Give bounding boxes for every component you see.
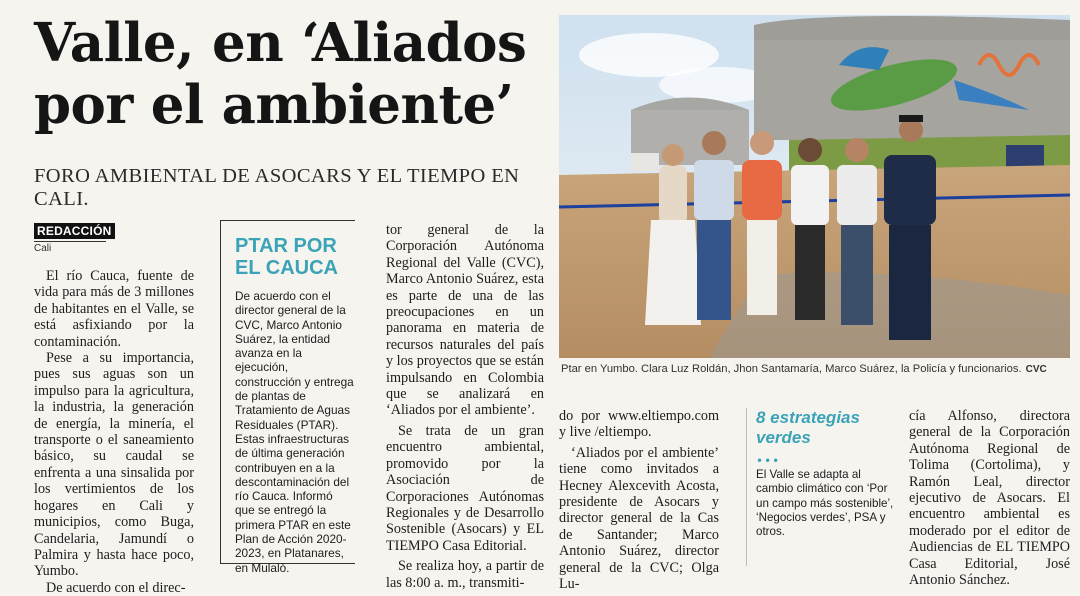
byline bbox=[34, 220, 115, 254]
article-column-5 bbox=[909, 408, 1070, 588]
strategies-text: El Valle se adapta al cambio climático con ‘Por un campo más sostenible’, ‘Negocios verdes’, PSA y otros. bbox=[756, 468, 894, 539]
sidebar-body: De acuerdo con el director general de la CVC, Marco Antonio Suárez, la entidad avanza en la ejecución, construcción y entrega de plantas de Tratamiento de Aguas Residuales (PTAR). Estas infraestructuras de última generación contribuyen en a la descontaminación del río Cauca. Informó que se entregó la primera PTAR en este Plan de Acción 2020-2023, en Platanares, en Mulaló. bbox=[235, 289, 354, 575]
article-subhead: FORO AMBIENTAL DE ASOCARS Y EL TIEMPO EN CALI. bbox=[34, 165, 520, 210]
event-photo bbox=[559, 15, 1070, 358]
strategies-title: 8 estrategias verdes bbox=[756, 408, 860, 447]
paragraph: do por www.eltiempo.com y live /eltiempo. bbox=[559, 408, 719, 441]
photo-caption bbox=[561, 363, 1071, 375]
paragraph: El río Cauca, fuente de vida para más de 3 millones de habitantes en el Valle, se está asfixiando por la contaminación. bbox=[34, 268, 194, 350]
paragraph: Se realiza hoy, a partir de las 8:00 a. m., transmiti- bbox=[386, 558, 544, 591]
ribbon-cutting-image bbox=[559, 15, 1070, 358]
byline-author: REDACCIÓN bbox=[34, 223, 115, 239]
strategies-box bbox=[756, 408, 896, 539]
sidebar-title: PTAR POR EL CAUCA bbox=[235, 235, 338, 279]
byline-city: Cali bbox=[34, 241, 106, 254]
paragraph: tor general de la Corporación Autónoma Regional del Valle (CVC), Marco Antonio Suárez, esta es parte de una de las preocupaciones en un panorama en materia de recursos naturales del país y los proyectos que se están impulsando en Colombia que se analizará en ‘Aliados por el ambiente’. bbox=[386, 222, 544, 419]
photo-credit: CVC bbox=[1025, 364, 1047, 375]
article-column-1 bbox=[34, 268, 194, 596]
paragraph: Se trata de un gran encuentro ambiental, promovido por la Asociación de Corporaciones Autónomas Regionales y de Desarrollo Sostenible (Asocars) y EL TIEMPO Casa Editorial. bbox=[386, 422, 544, 554]
caption-text: Ptar en Yumbo. Clara Luz Roldán, Jhon Santamaría, Marco Suárez, la Policía y funcionarios. bbox=[561, 363, 1022, 375]
paragraph: cía Alfonso, directora general de la Corporación Autónoma Regional de Tolima (Cortolima), y Ramón Leal, director ejecutivo de Asocars. El encuentro ambiental es moderado por el editor de Audiencias de EL TIEMPO Casa Editorial, José Antonio Sánchez. bbox=[909, 408, 1070, 589]
paragraph: De acuerdo con el direc- bbox=[46, 579, 186, 596]
article-column-3 bbox=[386, 222, 544, 591]
article-headline: Valle, en ‘Aliados por el ambiente’ bbox=[34, 12, 527, 136]
article-column-4 bbox=[559, 408, 719, 592]
paragraph: ‘Aliados por el ambiente’ tiene como invitados a Hecney Alexcevith Acosta, presidente de Asocars y director general de la Cas de Santander; Marco Antonio Suárez, director general de la CVC; Olga Lu- bbox=[559, 444, 719, 593]
paragraph: Pese a su importancia, pues sus aguas son un impulso para la agricultura, la industria, la generación de energía, la minería, el transporte o el saneamiento básico, su caudal se enfrenta a una sinsalida por los vertimientos de los hogares en Cali y municipios, como Buga, Candelaria, Jamundí o Palmira y hasta hace poco, Yumbo. bbox=[34, 350, 194, 580]
column-divider bbox=[746, 408, 747, 566]
dots-ornament: ••• bbox=[756, 454, 781, 468]
sidebar-ptar bbox=[220, 220, 355, 575]
